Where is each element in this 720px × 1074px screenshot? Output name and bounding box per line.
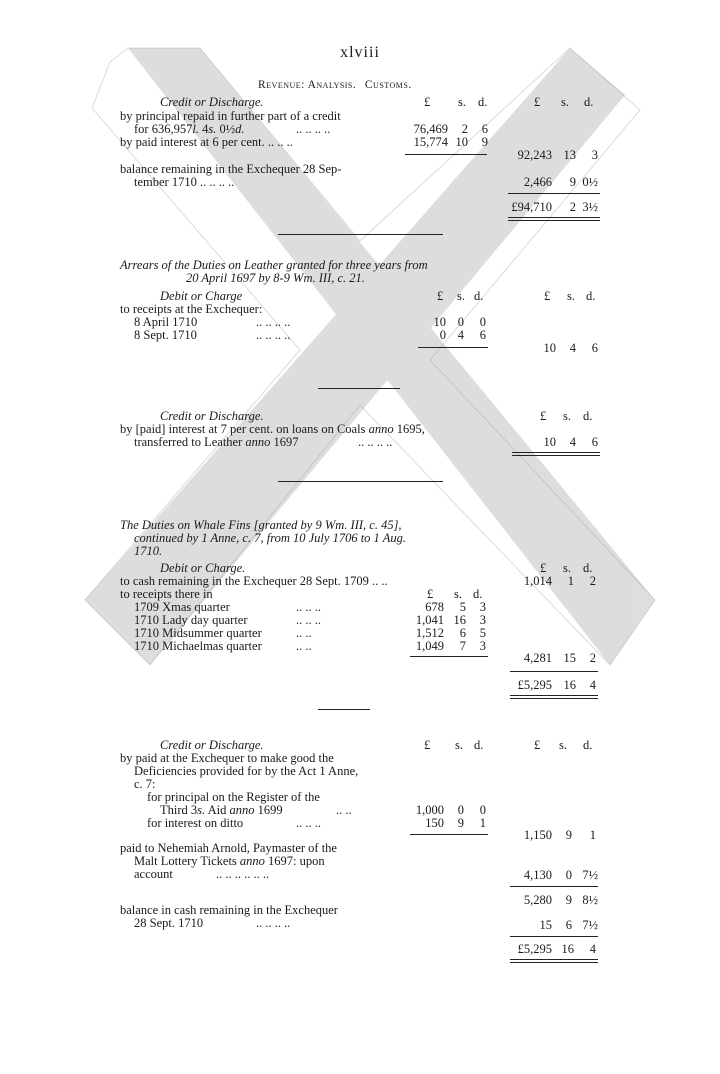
separator-1 — [278, 234, 443, 235]
s1-total-pound: £94,710 — [511, 200, 552, 214]
s4-row0-pound: 1,014 — [523, 574, 552, 588]
s3-col2-pound: £ — [540, 409, 547, 423]
s1-heading: Credit or Discharge. — [160, 95, 264, 109]
s5-row3-pound: 4,130 — [523, 868, 552, 882]
s4-col2-shilling: s. — [563, 561, 571, 575]
s4-row4-pound: 1,049 — [415, 639, 444, 653]
s5-subtotal2-pound: 5,280 — [523, 893, 552, 907]
s4-col2-pound: £ — [540, 561, 547, 575]
s3-total-shilling: 4 — [569, 435, 576, 449]
s5-row4-shilling: 6 — [565, 918, 572, 932]
s2-row1-dots: .. .. .. .. — [256, 315, 291, 329]
s5-row1-pound: 1,000 — [415, 803, 444, 817]
s5-col2-pound: £ — [534, 738, 541, 752]
s5-row3-pence: 7½ — [582, 868, 598, 882]
s4-row3-dots: .. .. — [296, 626, 312, 640]
s1-balance-pence: 0½ — [582, 175, 598, 189]
s5-line2: Deficiencies provided for by the Act 1 Anne, — [134, 764, 359, 778]
s1-subtotal-pound: 92,243 — [517, 148, 552, 162]
s1-line4: balance remaining in the Exchequer 28 Sep- — [120, 162, 342, 176]
s5-col2-shilling: s. — [559, 738, 567, 752]
s5-total-pound: £5,295 — [517, 942, 552, 956]
s2-col1-pence: d. — [474, 289, 484, 303]
s4-row4-shilling: 7 — [459, 639, 466, 653]
s1-col2-pound: £ — [534, 95, 541, 109]
s4-total-shilling: 16 — [563, 678, 576, 692]
s2-col1-pound: £ — [437, 289, 444, 303]
s1-row1-pound: 76,469 — [413, 122, 448, 136]
s1-double-rule — [508, 217, 600, 221]
s5-subtotal1-pound: 1,150 — [523, 828, 552, 842]
s4-row0-shilling: 1 — [567, 574, 574, 588]
s2-row2-pence: 6 — [479, 328, 486, 342]
s2-row2-label: 8 Sept. 1710 — [134, 328, 197, 342]
s2-row1-pound: 10 — [433, 315, 446, 329]
s2-row2-shilling: 4 — [457, 328, 464, 342]
s5-subtotal2-shilling: 9 — [565, 893, 572, 907]
separator-4 — [318, 709, 370, 710]
s5-heading: Credit or Discharge. — [160, 738, 264, 752]
s2-row2-dots: .. .. .. .. — [256, 328, 291, 342]
s2-col1-shilling: s. — [457, 289, 465, 303]
s2-col2-pound: £ — [544, 289, 551, 303]
s5-line9: account — [134, 867, 173, 881]
s4-subtotal-pence: 2 — [589, 651, 596, 665]
s5-row2-shilling: 9 — [457, 816, 464, 830]
s4-row3-shilling: 6 — [459, 626, 466, 640]
s5-line6-dots: .. .. .. — [296, 816, 321, 830]
s1-subtotal-shilling: 13 — [563, 148, 576, 162]
s4-title-line2: continued by 1 Anne, c. 7, from 10 July 1706 to 1 Aug. — [134, 531, 406, 545]
s4-row2-pence: 3 — [479, 613, 486, 627]
s1-line3: by paid interest at 6 per cent. .. .. .. — [120, 135, 293, 149]
s4-row4-label: 1710 Michaelmas quarter — [134, 639, 262, 653]
s5-line1: by paid at the Exchequer to make good the — [120, 751, 334, 765]
s3-col2-pence: d. — [583, 409, 593, 423]
s5-row4-pound: 15 — [539, 918, 552, 932]
s4-double-rule — [510, 695, 598, 699]
s4-col1-shilling: s. — [454, 587, 462, 601]
s2-col2-pence: d. — [586, 289, 596, 303]
s1-col1-pence: d. — [478, 95, 488, 109]
s1-rule-1 — [405, 154, 487, 155]
s4-title-line1: The Duties on Whale Fins [granted by 9 Wm. III, c. 45], — [120, 518, 402, 532]
s2-col2-shilling: s. — [567, 289, 575, 303]
s1-row1-shilling: 2 — [461, 122, 468, 136]
s2-total-pence: 6 — [591, 341, 598, 355]
s2-line1: to receipts at the Exchequer: — [120, 302, 263, 316]
s4-row1-dots: .. .. .. — [296, 600, 321, 614]
s2-row2-pound: 0 — [439, 328, 446, 342]
heading-customs: Customs. — [364, 79, 412, 91]
section-heading — [258, 78, 412, 92]
s1-row2-pound: 15,774 — [413, 135, 448, 149]
s5-line11: 28 Sept. 1710 — [134, 916, 204, 930]
s4-total-pound: £5,295 — [517, 678, 552, 692]
s3-col2-shilling: s. — [563, 409, 571, 423]
s3-total-pence: 6 — [591, 435, 598, 449]
s2-row1-shilling: 0 — [457, 315, 464, 329]
s5-total-shilling: 16 — [561, 942, 574, 956]
s5-row2-pence: 1 — [479, 816, 486, 830]
s5-row1-shilling: 0 — [457, 803, 464, 817]
s2-heading: Debit or Charge — [160, 289, 243, 303]
s1-row2-shilling: 10 — [455, 135, 468, 149]
s1-row2-pence: 9 — [481, 135, 488, 149]
s3-line2-dots: .. .. .. .. — [358, 435, 393, 449]
s2-title-line2: 20 April 1697 by 8-9 Wm. III, c. 21. — [186, 271, 365, 285]
s1-total-pence: 3½ — [582, 200, 598, 214]
s4-row1-label: 1709 Xmas quarter — [134, 600, 230, 614]
s1-rule-2 — [508, 193, 600, 194]
s5-line5: Third 3s. Aid anno 1699 — [160, 803, 283, 817]
s5-line6: for interest on ditto — [147, 816, 244, 830]
s3-double-rule — [512, 452, 600, 456]
s5-row3-shilling: 0 — [565, 868, 572, 882]
s1-balance-shilling: 9 — [569, 175, 576, 189]
s5-rule-1 — [410, 834, 488, 835]
s4-col1-pound: £ — [427, 587, 434, 601]
s1-balance-pound: 2,466 — [523, 175, 552, 189]
s4-heading: Debit or Charge. — [160, 561, 246, 575]
s4-row4-pence: 3 — [479, 639, 486, 653]
s4-row3-label: 1710 Midsummer quarter — [134, 626, 262, 640]
s4-title-line3: 1710. — [134, 544, 163, 558]
s4-total-pence: 4 — [589, 678, 596, 692]
s5-col1-shilling: s. — [455, 738, 463, 752]
s5-col1-pound: £ — [424, 738, 431, 752]
s1-col1-shilling: s. — [458, 95, 466, 109]
s1-col1-pound: £ — [424, 95, 431, 109]
s5-row2-pound: 150 — [425, 816, 444, 830]
s5-subtotal2-pence: 8½ — [582, 893, 598, 907]
s5-line9-dots: .. .. .. .. .. .. — [216, 867, 270, 881]
s3-line2: transferred to Leather anno 1697 — [134, 435, 299, 449]
s5-line5-dots: .. .. — [336, 803, 352, 817]
s5-line7: paid to Nehemiah Arnold, Paymaster of the — [120, 841, 337, 855]
s5-rule-3 — [510, 936, 598, 937]
s4-row1-pence: 3 — [479, 600, 486, 614]
s4-rule-2 — [510, 671, 598, 672]
s4-row0-pence: 2 — [589, 574, 596, 588]
s2-title-line1: Arrears of the Duties on Leather granted for three years from — [120, 258, 428, 272]
s5-double-rule — [510, 959, 598, 963]
s5-line4: for principal on the Register of the — [147, 790, 320, 804]
s4-rule-1 — [410, 656, 488, 657]
s1-line1: by principal repaid in further part of a credit — [120, 109, 341, 123]
s4-col2-pence: d. — [583, 561, 593, 575]
s4-row3-pence: 5 — [479, 626, 486, 640]
s4-line1: to cash remaining in the Exchequer 28 Sept. 1709 .. .. — [120, 574, 388, 588]
s5-line3: c. 7: — [134, 777, 156, 791]
s1-col2-shilling: s. — [561, 95, 569, 109]
s4-row1-pound: 678 — [425, 600, 444, 614]
s4-subtotal-shilling: 15 — [563, 651, 576, 665]
s4-row1-shilling: 5 — [459, 600, 466, 614]
s5-total-pence: 4 — [589, 942, 596, 956]
s2-row1-label: 8 April 1710 — [134, 315, 198, 329]
s4-row2-label: 1710 Lady day quarter — [134, 613, 248, 627]
s5-line10: balance in cash remaining in the Exchequer — [120, 903, 338, 917]
s1-col2-pence: d. — [584, 95, 594, 109]
s2-row1-pence: 0 — [479, 315, 486, 329]
s5-line11-dots: .. .. .. .. — [256, 916, 291, 930]
s2-total-pound: 10 — [543, 341, 556, 355]
s4-line2: to receipts there in — [120, 587, 213, 601]
s5-row1-pence: 0 — [479, 803, 486, 817]
s1-line2: for 636,957l. 4s. 0½d. — [134, 122, 245, 136]
s1-line2-dots: .. .. .. .. — [296, 122, 331, 136]
s4-subtotal-pound: 4,281 — [523, 651, 552, 665]
s4-row2-pound: 1,041 — [415, 613, 444, 627]
s1-row1-pence: 6 — [481, 122, 488, 136]
s3-total-pound: 10 — [543, 435, 556, 449]
separator-2 — [318, 388, 400, 389]
s3-line1: by [paid] interest at 7 per cent. on loans on Coals anno 1695, — [120, 422, 425, 436]
s5-col2-pence: d. — [583, 738, 593, 752]
s5-line8: Malt Lottery Tickets anno 1697: upon — [134, 854, 325, 868]
s5-subtotal1-shilling: 9 — [565, 828, 572, 842]
s5-rule-2 — [510, 886, 598, 887]
s4-row3-pound: 1,512 — [415, 626, 444, 640]
s1-line5: tember 1710 .. .. .. .. — [134, 175, 235, 189]
s5-subtotal1-pence: 1 — [589, 828, 596, 842]
s5-row4-pence: 7½ — [582, 918, 598, 932]
s3-heading: Credit or Discharge. — [160, 409, 264, 423]
s4-row2-shilling: 16 — [453, 613, 466, 627]
s4-row2-dots: .. .. .. — [296, 613, 321, 627]
s4-col1-pence: d. — [473, 587, 483, 601]
page-number: xlviii — [340, 44, 380, 61]
s1-subtotal-pence: 3 — [591, 148, 598, 162]
s1-total-shilling: 2 — [569, 200, 576, 214]
s4-row4-dots: .. .. — [296, 639, 312, 653]
s5-col1-pence: d. — [474, 738, 484, 752]
separator-3 — [278, 481, 443, 482]
heading-revenue-analysis: Revenue: Analysis. — [258, 79, 357, 91]
s2-rule — [418, 347, 488, 348]
s2-total-shilling: 4 — [569, 341, 576, 355]
